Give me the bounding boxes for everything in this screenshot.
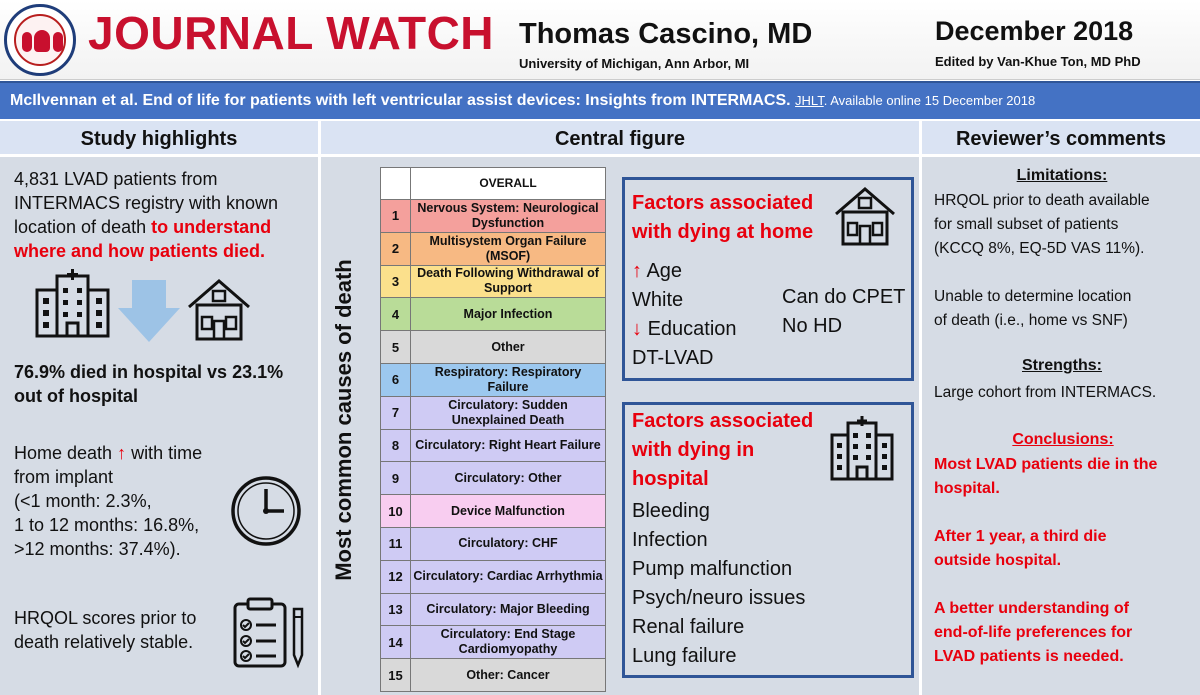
cause-label: Other: Cancer bbox=[411, 659, 606, 692]
hospital-title-line-3: hospital bbox=[632, 468, 709, 490]
limitation-2 bbox=[934, 285, 1131, 333]
cause-label: Circulatory: Right Heart Failure bbox=[411, 429, 606, 462]
cause-row bbox=[381, 331, 606, 364]
cause-row bbox=[381, 495, 606, 528]
conclusion-2-line-2: outside hospital. bbox=[934, 552, 1062, 569]
factor-age: Age bbox=[646, 260, 683, 282]
cohort-text: 4,831 LVAD patients from INTERMACS registry with known location of death bbox=[14, 169, 279, 237]
cause-row bbox=[381, 462, 606, 495]
hospital-factor-item: Renal failure bbox=[632, 616, 745, 638]
header-bar bbox=[0, 0, 1200, 80]
hospital-factor-item: Pump malfunction bbox=[632, 558, 793, 580]
logo-inner-ring bbox=[14, 14, 66, 66]
hrqol-line-2: death relatively stable. bbox=[14, 632, 194, 652]
cause-row bbox=[381, 560, 606, 593]
cause-label: Other bbox=[411, 331, 606, 364]
cause-rank: 14 bbox=[381, 626, 411, 659]
cause-row bbox=[381, 593, 606, 626]
cohort-description bbox=[14, 167, 314, 263]
cause-label: Death Following Withdrawal of Support bbox=[411, 265, 606, 298]
limitations-heading: Limitations: bbox=[1016, 167, 1108, 184]
conclusion-3-line-2: end-of-life preferences for bbox=[934, 624, 1133, 641]
conclusion-3-line-3: LVAD patients is needed. bbox=[934, 648, 1124, 665]
death-location-summary: 76.9% died in hospital vs 23.1% out of hospital bbox=[14, 362, 284, 406]
under-1-month-stat: (<1 month: 2.3%, bbox=[14, 491, 152, 511]
cause-label: Multisystem Organ Failure (MSOF) bbox=[411, 232, 606, 265]
home-factors-title bbox=[632, 189, 813, 247]
strength-1: Large cohort from INTERMACS. bbox=[934, 384, 1157, 401]
cause-rank: 11 bbox=[381, 527, 411, 560]
cause-rank: 4 bbox=[381, 298, 411, 331]
author-name: Thomas Cascino, MD bbox=[519, 18, 813, 50]
limitation-1-line-2: for small subset of patients bbox=[934, 216, 1119, 233]
up-arrow-icon: ↑ bbox=[632, 260, 642, 282]
up-arrow-icon: ↑ bbox=[117, 443, 127, 463]
cause-label: Circulatory: End Stage Cardiomyopathy bbox=[411, 626, 606, 659]
factor-cpet: Can do CPET bbox=[782, 286, 906, 308]
factor-dt-lvad: DT-LVAD bbox=[632, 347, 714, 369]
citation-bar bbox=[0, 81, 1200, 119]
reviewer-comments-heading: Reviewer’s comments bbox=[922, 121, 1200, 157]
home-factors-list bbox=[632, 257, 737, 373]
cause-rank: 13 bbox=[381, 593, 411, 626]
factor-white: White bbox=[632, 289, 684, 311]
conclusion-2 bbox=[934, 525, 1107, 573]
heart-shape bbox=[34, 30, 50, 52]
availability-text: . Available online 15 December 2018 bbox=[823, 93, 1036, 108]
cause-rank: 7 bbox=[381, 396, 411, 429]
journal-link[interactable]: JHLT bbox=[795, 93, 824, 108]
citation-text: McIlvennan et al. End of life for patients with left ventricular assist devices: Insights from INTERMACS. bbox=[10, 92, 791, 109]
causes-of-death-table bbox=[380, 167, 606, 692]
cause-row bbox=[381, 265, 606, 298]
cause-rank: 10 bbox=[381, 495, 411, 528]
hrqol-note bbox=[14, 606, 234, 654]
hospital-factor-item: Psych/neuro issues bbox=[632, 587, 806, 609]
conclusion-1 bbox=[934, 453, 1157, 501]
header-empty-cell bbox=[381, 168, 411, 200]
conclusions-heading: Conclusions: bbox=[1012, 431, 1114, 448]
conclusion-1-line-1: Most LVAD patients die in the bbox=[934, 456, 1158, 473]
hospital-factors-title bbox=[632, 407, 813, 494]
cause-label: Circulatory: Other bbox=[411, 462, 606, 495]
cause-rank: 15 bbox=[381, 659, 411, 692]
cause-label: Circulatory: Cardiac Arrhythmia bbox=[411, 560, 606, 593]
hospital-icon bbox=[830, 415, 894, 481]
cause-rank: 2 bbox=[381, 232, 411, 265]
hospital-title-line-1: Factors associated bbox=[632, 410, 814, 432]
cause-rank: 3 bbox=[381, 265, 411, 298]
cause-rank: 9 bbox=[381, 462, 411, 495]
cause-rank: 1 bbox=[381, 200, 411, 233]
cause-label: Circulatory: Major Bleeding bbox=[411, 593, 606, 626]
home-icon bbox=[833, 186, 897, 246]
cause-rank: 12 bbox=[381, 560, 411, 593]
cause-label: Circulatory: CHF bbox=[411, 527, 606, 560]
home-title-line-1: Factors associated bbox=[632, 192, 814, 214]
central-figure-heading: Central figure bbox=[321, 121, 919, 157]
editor-credit: Edited by Van-Khue Ton, MD PhD bbox=[935, 54, 1141, 69]
cause-row bbox=[381, 396, 606, 429]
over-12-months-stat: >12 months: 37.4%). bbox=[14, 539, 181, 559]
limitation-1 bbox=[934, 189, 1150, 261]
home-factors-list-2 bbox=[782, 283, 905, 341]
cause-rank: 6 bbox=[381, 363, 411, 396]
table-header-row bbox=[381, 168, 606, 200]
down-arrow-icon: ↓ bbox=[632, 318, 642, 340]
cause-row bbox=[381, 200, 606, 233]
cause-label: Circulatory: Sudden Unexplained Death bbox=[411, 396, 606, 429]
clock-icon bbox=[230, 475, 302, 547]
cause-label: Nervous System: Neurological Dysfunction bbox=[411, 200, 606, 233]
hospital-factor-item: Bleeding bbox=[632, 500, 710, 522]
limitation-2-line-1: Unable to determine location bbox=[934, 288, 1132, 305]
with-time-label: with time bbox=[126, 443, 203, 463]
conclusion-3 bbox=[934, 597, 1132, 669]
cause-row bbox=[381, 659, 606, 692]
study-highlights-heading: Study highlights bbox=[0, 121, 318, 157]
hospital-title-line-2: with dying in bbox=[632, 439, 755, 461]
from-implant-label: from implant bbox=[14, 467, 114, 487]
cause-row bbox=[381, 232, 606, 265]
lung-right-shape bbox=[53, 32, 63, 52]
cause-row bbox=[381, 626, 606, 659]
lung-left-shape bbox=[22, 32, 32, 52]
cause-row bbox=[381, 363, 606, 396]
cause-label: Major Infection bbox=[411, 298, 606, 331]
clipboard-checklist-icon bbox=[232, 597, 307, 669]
home-title-line-2: with dying at home bbox=[632, 221, 814, 243]
factor-education: Education bbox=[647, 318, 737, 340]
strengths-heading: Strengths: bbox=[1022, 357, 1102, 374]
issue-date: December 2018 bbox=[935, 16, 1134, 46]
hrqol-line-1: HRQOL scores prior to bbox=[14, 608, 197, 628]
house-icon bbox=[185, 277, 253, 341]
cause-label: Device Malfunction bbox=[411, 495, 606, 528]
conclusion-3-line-1: A better understanding of bbox=[934, 600, 1129, 617]
limitation-1-line-3: (KCCQ 8%, EQ-5D VAS 11%). bbox=[934, 240, 1145, 257]
limitation-2-line-2: of death (i.e., home vs SNF) bbox=[934, 312, 1128, 329]
conclusion-2-line-1: After 1 year, a third die bbox=[934, 528, 1107, 545]
author-affiliation: University of Michigan, Ann Arbor, MI bbox=[519, 56, 750, 71]
cause-row bbox=[381, 429, 606, 462]
hospital-factor-item: Lung failure bbox=[632, 645, 737, 667]
causes-axis-title: Most common causes of death bbox=[331, 259, 356, 581]
cause-rank: 8 bbox=[381, 429, 411, 462]
factor-no-hd: No HD bbox=[782, 315, 843, 337]
1-to-12-months-stat: 1 to 12 months: 16.8%, bbox=[14, 515, 200, 535]
hospital-factor-item: Infection bbox=[632, 529, 708, 551]
cause-row bbox=[381, 527, 606, 560]
study-purpose: to understand where and how patients died. bbox=[14, 217, 272, 261]
society-logo bbox=[4, 4, 76, 76]
right-arrow-icon bbox=[118, 280, 180, 342]
hospital-factors-list bbox=[632, 497, 805, 671]
overall-header: OVERALL bbox=[411, 168, 606, 200]
cause-rank: 5 bbox=[381, 331, 411, 364]
hospital-building-icon bbox=[35, 268, 110, 338]
journal-watch-title: JOURNAL WATCH bbox=[88, 7, 495, 59]
limitation-1-line-1: HRQOL prior to death available bbox=[934, 192, 1150, 209]
home-death-label: Home death bbox=[14, 443, 118, 463]
cause-label: Respiratory: Respiratory Failure bbox=[411, 363, 606, 396]
conclusion-1-line-2: hospital. bbox=[934, 480, 1000, 497]
cause-row bbox=[381, 298, 606, 331]
